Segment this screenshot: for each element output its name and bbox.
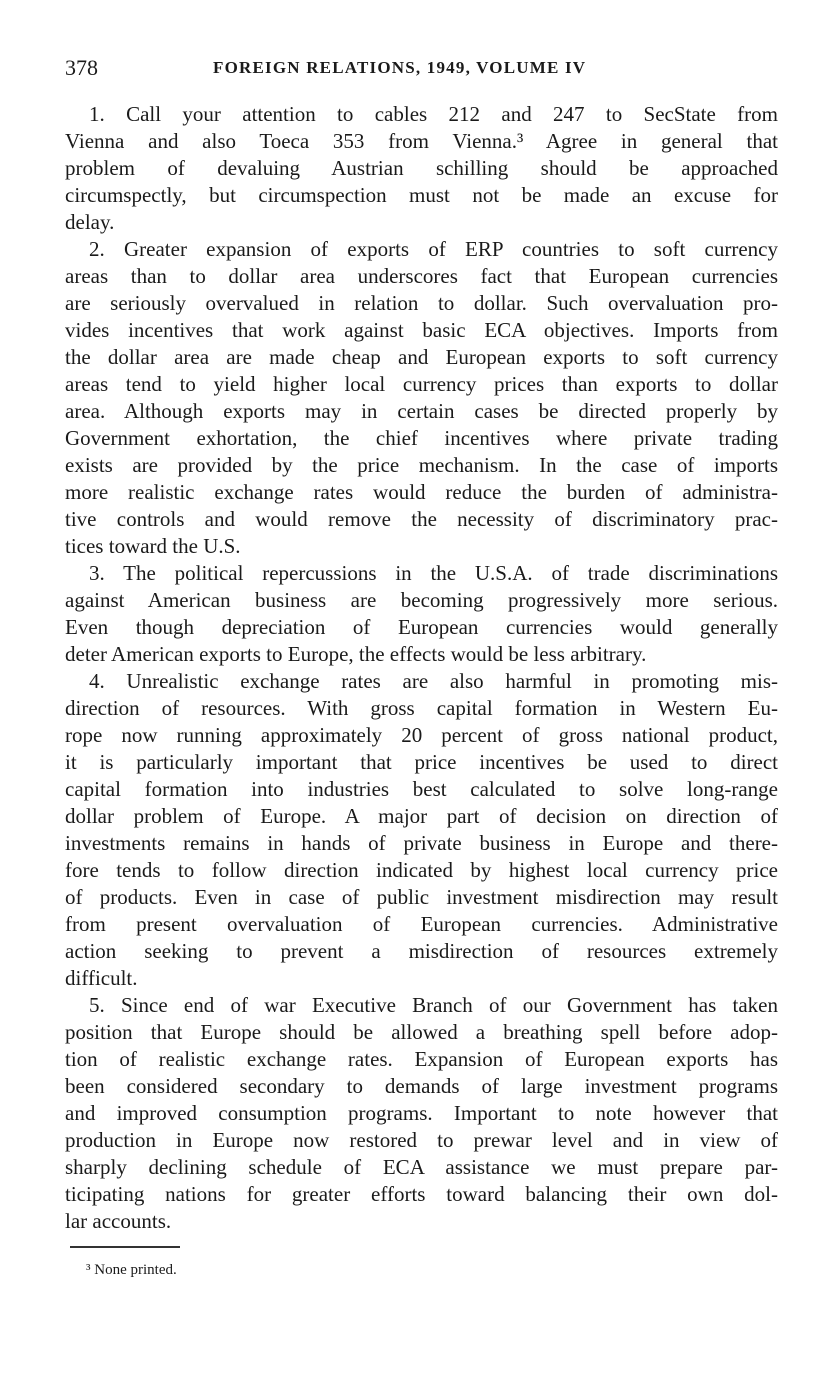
paragraph-4 [65, 668, 778, 992]
text-line: ticipating nations for greater efforts toward balancing their own dol- [65, 1182, 778, 1206]
text-line: against American business are becoming progressively more serious. [65, 588, 778, 612]
footnote-divider [70, 1246, 180, 1248]
text-line: areas than to dollar area underscores fact that European currencies [65, 264, 778, 288]
text-line: rope now running approximately 20 percent of gross national product, [65, 723, 778, 747]
text-line: problem of devaluing Austrian schilling should be approached [65, 156, 778, 180]
text-line: sharply declining schedule of ECA assistance we must prepare par- [65, 1155, 778, 1179]
running-title: FOREIGN RELATIONS, 1949, VOLUME IV [213, 58, 587, 77]
text-line: tive controls and would remove the necessity of discriminatory prac- [65, 507, 778, 531]
text-line: direction of resources. With gross capital formation in Western Eu- [65, 696, 778, 720]
text-line: 1. Call your attention to cables 212 and 247 to SecState from [89, 102, 778, 126]
text-line: investments remains in hands of private business in Europe and there- [65, 831, 778, 855]
text-line: 2. Greater expansion of exports of ERP countries to soft currency [89, 237, 778, 261]
text-line: 5. Since end of war Executive Branch of our Government has taken [89, 993, 778, 1017]
footnote: ³ None printed. [86, 1262, 177, 1278]
text-line: action seeking to prevent a misdirection of resources extremely [65, 939, 778, 963]
document-body [65, 101, 778, 1235]
text-line: delay. [65, 210, 115, 234]
text-line: 4. Unrealistic exchange rates are also harmful in promoting mis- [89, 669, 778, 693]
text-line: position that Europe should be allowed a breathing spell before adop- [65, 1020, 778, 1044]
text-line: from present overvaluation of European currencies. Administrative [65, 912, 778, 936]
text-line: Even though depreciation of European currencies would generally [65, 615, 778, 639]
text-line: exists are provided by the price mechanism. In the case of imports [65, 453, 778, 477]
text-line: Vienna and also Toeca 353 from Vienna.³ Agree in general that [65, 129, 778, 153]
text-line: deter American exports to Europe, the effects would be less arbitrary. [65, 642, 647, 666]
text-line: of products. Even in case of public investment misdirection may result [65, 885, 778, 909]
page-number: 378 [65, 55, 98, 80]
text-line: lar accounts. [65, 1209, 172, 1233]
text-line: tion of realistic exchange rates. Expansion of European exports has [65, 1047, 778, 1071]
paragraph-2 [65, 236, 778, 560]
text-line: capital formation into industries best calculated to solve long-range [65, 777, 778, 801]
text-line: vides incentives that work against basic ECA objectives. Imports from [65, 318, 778, 342]
text-line: 3. The political repercussions in the U.S.A. of trade discriminations [89, 561, 778, 585]
text-line: areas tend to yield higher local currency prices than exports to dollar [65, 372, 778, 396]
text-line: fore tends to follow direction indicated by highest local currency price [65, 858, 778, 882]
text-line: it is particularly important that price incentives be used to direct [65, 750, 778, 774]
text-line: area. Although exports may in certain cases be directed properly by [65, 399, 778, 423]
page-header [65, 55, 778, 83]
text-line: been considered secondary to demands of large investment programs [65, 1074, 778, 1098]
text-line: production in Europe now restored to prewar level and in view of [65, 1128, 778, 1152]
paragraph-1 [65, 101, 778, 236]
paragraph-3 [65, 560, 778, 668]
text-line: dollar problem of Europe. A major part of decision on direction of [65, 804, 778, 828]
paragraph-5 [65, 992, 778, 1235]
text-line: and improved consumption programs. Important to note however that [65, 1101, 778, 1125]
text-line: difficult. [65, 966, 138, 990]
text-line: circumspectly, but circumspection must not be made an excuse for [65, 183, 778, 207]
text-line: Government exhortation, the chief incentives where private trading [65, 426, 778, 450]
text-line: the dollar area are made cheap and European exports to soft currency [65, 345, 778, 369]
text-line: are seriously overvalued in relation to dollar. Such overvaluation pro- [65, 291, 778, 315]
text-line: tices toward the U.S. [65, 534, 241, 558]
text-line: more realistic exchange rates would reduce the burden of administra- [65, 480, 778, 504]
